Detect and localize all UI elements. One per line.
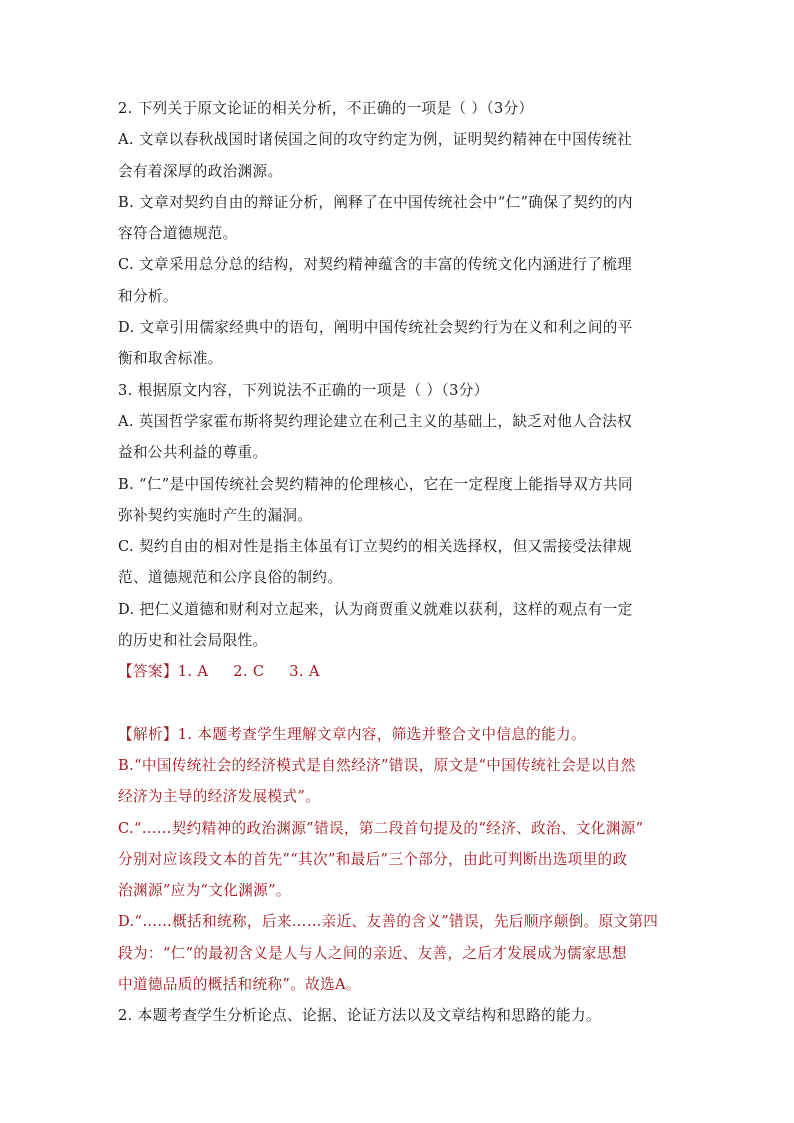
analysis-line-5: 分别对应该段文本的首先”“其次”和最后”三个部分，由此可判断出选项里的政 xyxy=(118,850,628,868)
analysis-line-9: 中道德品质的概括和统称”。故选A。 xyxy=(118,976,361,994)
question-3-option-c: C. 契约自由的相对性是指主体虽有订立契约的相关选择权，但又需接受法律规 xyxy=(118,538,633,556)
analysis-line-8: 段为：“仁”的最初含义是人与人之间的亲近、友善，之后才发展成为儒家思想 xyxy=(118,944,627,962)
question-2-option-d: D. 文章引用儒家经典中的语句，阐明中国传统社会契约行为在义和利之间的平 xyxy=(118,319,633,337)
question-3-option-d-cont: 的历史和社会局限性。 xyxy=(118,632,268,650)
section-gap xyxy=(118,688,684,719)
question-2-option-a: A. 文章以春秋战国时诸侯国之间的攻守约定为例，证明契约精神在中国传统社 xyxy=(118,131,633,149)
question-2-option-c-cont: 和分析。 xyxy=(118,287,178,305)
analysis-line-10: 2. 本题考查学生分析论点、论据、论证方法以及文章结构和思路的能力。 xyxy=(118,1007,601,1025)
question-3-option-d: D. 把仁义道德和财利对立起来，认为商贾重义就难以获利，这样的观点有一定 xyxy=(118,600,633,618)
question-2-option-c: C. 文章采用总分总的结构，对契约精神蕴含的丰富的传统文化内涵进行了梳理 xyxy=(118,256,633,274)
question-2-option-a-cont: 会有着深厚的政治渊源。 xyxy=(118,162,283,180)
page-content xyxy=(118,93,684,1032)
analysis-line-7: D.“……概括和统称，后来……亲近、友善的含义”错误，先后顺序颠倒。原文第四 xyxy=(118,913,659,931)
question-2-option-b: B. 文章对契约自由的辩证分析，阐释了在中国传统社会中“仁”确保了契约的内 xyxy=(118,193,633,211)
analysis-tag: 【解析】 xyxy=(118,725,178,743)
analysis-line-4: C.“……契约精神的政治渊源”错误，第二段首句提及的“经济、政治、文化渊源” xyxy=(118,819,644,837)
question-2-stem: 2. 下列关于原文论证的相关分析，不正确的一项是（ ）（3分） xyxy=(118,100,534,117)
question-3-option-a-cont: 益和公共利益的尊重。 xyxy=(118,444,268,462)
question-2-option-d-cont: 衡和取舍标准。 xyxy=(118,350,223,368)
question-3-option-a: A. 英国哲学家霍布斯将契约理论建立在利己主义的基础上，缺乏对他人合法权 xyxy=(118,412,633,430)
question-3-option-b: B. “仁”是中国传统社会契约精神的伦理核心，它在一定程度上能指导双方共同 xyxy=(118,475,633,493)
answer-tag: 【答案】 xyxy=(118,663,178,681)
analysis-line-1 xyxy=(118,719,684,750)
answer-line xyxy=(118,656,684,687)
question-3-option-c-cont: 范、道德规范和公序良俗的制约。 xyxy=(118,569,343,587)
analysis-text-1: 1. 本题考查学生理解文章内容，筛选并整合文中信息的能力。 xyxy=(177,725,586,743)
question-2-option-b-cont: 容符合道德规范。 xyxy=(118,225,238,243)
analysis-line-6: 治渊源”应为“文化渊源”。 xyxy=(118,882,291,900)
answer-text: 1. A 2. C 3. A xyxy=(177,663,320,681)
analysis-line-2: B.“中国传统社会的经济模式是自然经济”错误，原文是“中国传统社会是以自然 xyxy=(118,756,636,774)
question-3-stem: 3. 根据原文内容，下列说法不正确的一项是（ ）（3分） xyxy=(118,381,489,399)
question-3-option-b-cont: 弥补契约实施时产生的漏洞。 xyxy=(118,506,313,524)
analysis-line-3: 经济为主导的经济发展模式”。 xyxy=(118,788,321,806)
